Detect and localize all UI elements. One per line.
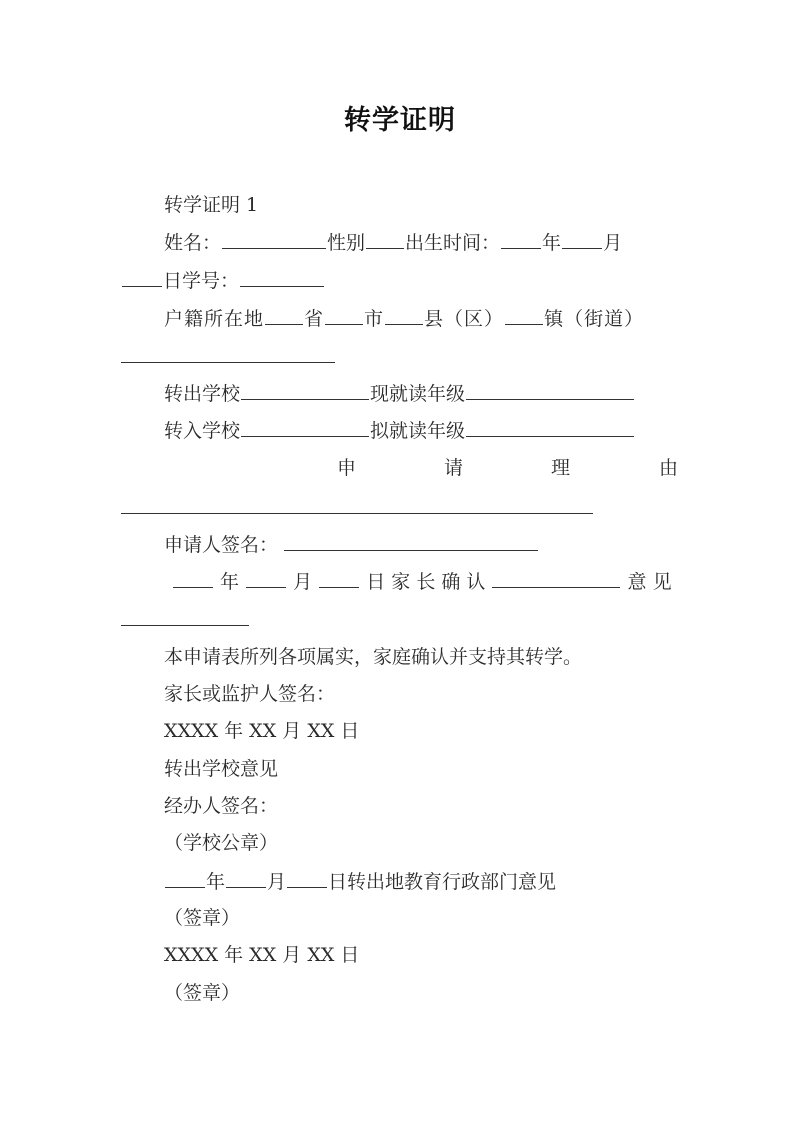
to-school-blank — [241, 418, 369, 437]
current-grade-blank — [466, 381, 634, 400]
to-school-row — [164, 418, 635, 443]
statement: 本申请表所列各项属实，家庭确认并支持其转学。 — [164, 646, 583, 668]
province-blank — [265, 306, 303, 325]
reason-char-2: 请 — [444, 457, 464, 479]
guardian-sign-label: 家长或监护人签名： — [164, 683, 336, 705]
from-school-label: 转出学校 — [164, 383, 241, 405]
parent-confirm-blank — [492, 569, 620, 588]
seal-2: （签章） — [164, 982, 241, 1004]
planned-grade-label: 拟就读年级 — [370, 420, 466, 442]
from-school-row — [164, 381, 635, 406]
dept-month-label: 月 — [267, 871, 287, 893]
edu-dept-opinion: 日转出地教育行政部门意见 — [328, 871, 557, 893]
birth-month-blank — [562, 230, 602, 249]
applicant-sign-blank — [284, 532, 538, 551]
name-blank — [222, 230, 326, 249]
province-label: 省 — [304, 308, 325, 330]
spaced-opinion: 意 见 — [627, 571, 672, 593]
reason-char-4: 由 — [659, 457, 679, 479]
name-row — [164, 230, 622, 255]
planned-grade-blank — [466, 418, 634, 437]
birth-label: 出生时间： — [405, 232, 501, 254]
city-blank — [325, 306, 363, 325]
dept-year-label: 年 — [206, 871, 226, 893]
confirm-day-blank — [319, 569, 359, 588]
name-label: 姓名： — [164, 232, 222, 254]
confirm-year-blank — [173, 569, 213, 588]
year-label: 年 — [542, 232, 562, 254]
applicant-sign-row — [164, 532, 539, 557]
county-blank — [385, 306, 423, 325]
residence-label: 户籍所在地 — [164, 308, 265, 330]
town-label: 镇（街道） — [544, 308, 645, 330]
dept-year-blank — [165, 869, 205, 888]
spaced-parent-confirm: 日 家 长 确 认 — [366, 571, 486, 593]
dept-month-blank — [226, 869, 266, 888]
spaced-month: 月 — [293, 571, 313, 593]
reason-blank-line — [121, 513, 593, 514]
birth-year-blank — [501, 230, 541, 249]
document-title: 转学证明 — [344, 105, 456, 136]
date-line-2: XXXX 年 XX 月 XX 日 — [164, 944, 360, 966]
edu-dept-row — [164, 869, 556, 894]
residence-blank-line — [121, 362, 335, 363]
dept-day-blank — [287, 869, 327, 888]
school-seal: （学校公章） — [164, 832, 279, 854]
county-label: 县（区） — [424, 308, 505, 330]
parent-confirm-row — [172, 569, 672, 594]
month-label: 月 — [603, 232, 623, 254]
opinion-blank-line — [121, 625, 249, 626]
from-school-opinion: 转出学校意见 — [164, 758, 279, 780]
current-grade-label: 现就读年级 — [370, 383, 466, 405]
reason-char-1: 申 — [337, 457, 357, 479]
applicant-sign-label: 申请人签名： — [164, 534, 279, 556]
day-label: 日 — [163, 270, 183, 292]
confirm-month-blank — [246, 569, 286, 588]
handler-sign-label: 经办人签名： — [164, 795, 279, 817]
seal-1: （签章） — [164, 907, 241, 929]
spaced-year: 年 — [220, 571, 240, 593]
gender-label: 性别 — [327, 232, 366, 254]
residence-row — [164, 306, 644, 331]
town-blank — [505, 306, 543, 325]
from-school-blank — [241, 381, 369, 400]
date-line-1: XXXX 年 XX 月 XX 日 — [164, 720, 360, 742]
birth-day-blank — [122, 268, 162, 287]
gender-blank — [366, 230, 404, 249]
to-school-label: 转入学校 — [164, 420, 241, 442]
section-heading: 转学证明 1 — [164, 194, 259, 216]
student-id-blank — [240, 268, 324, 287]
city-label: 市 — [364, 308, 385, 330]
day-student-id-row — [121, 268, 325, 293]
reason-char-3: 理 — [551, 457, 571, 479]
student-id-label: 学号： — [182, 270, 240, 292]
